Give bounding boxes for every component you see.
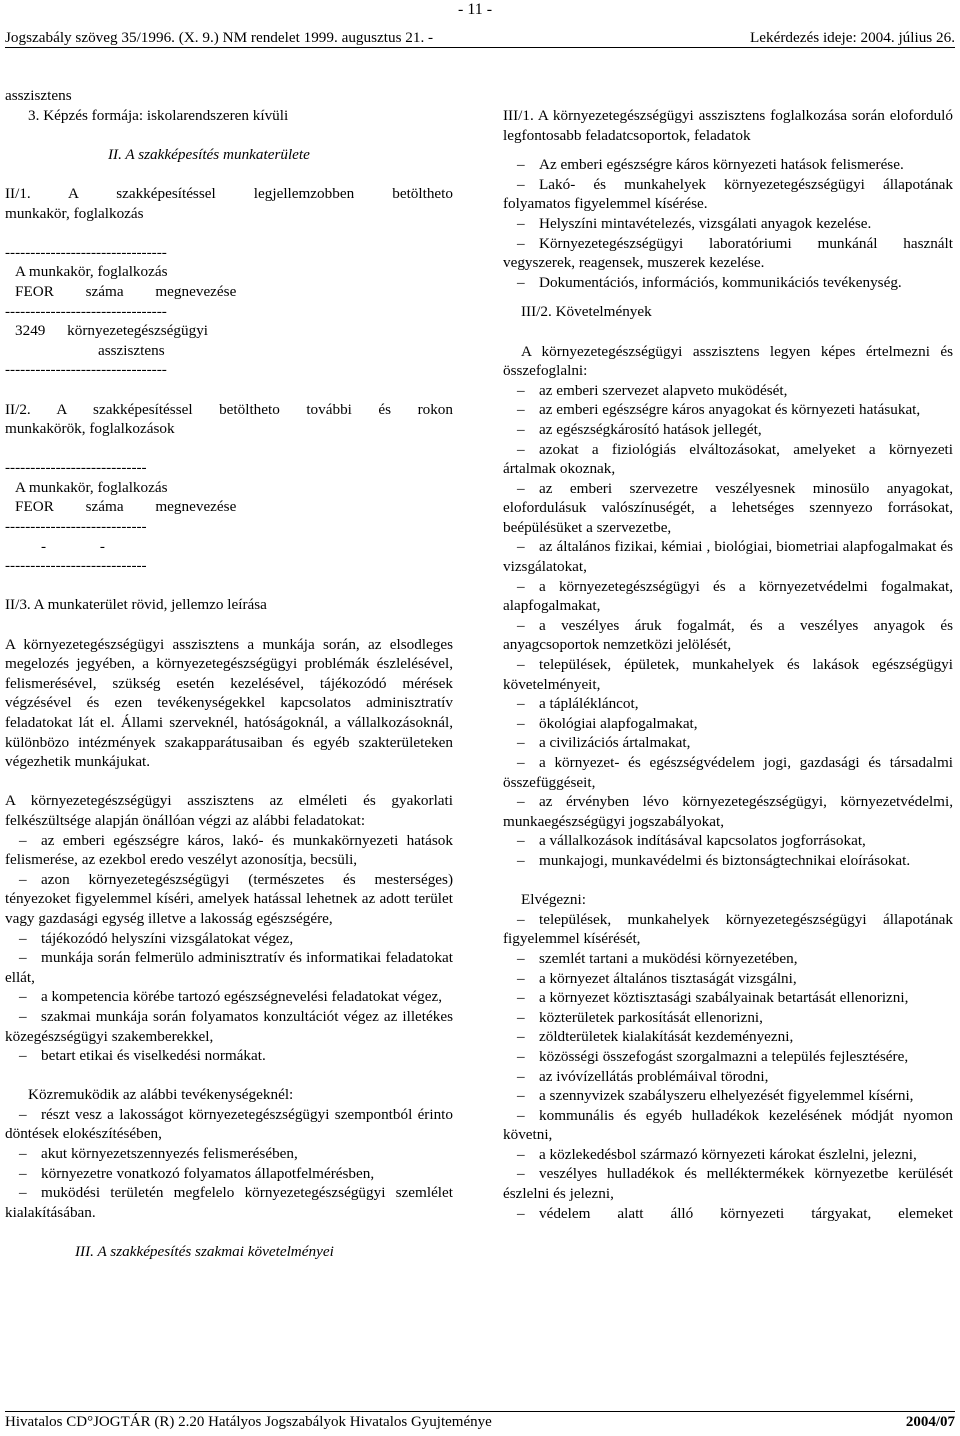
text-line: munkakör, foglalkozás [5,204,144,222]
list-item: – az ivóvízellátás problémáival törodni, [517,1067,769,1085]
page-number: - 11 - [458,1,493,18]
footer-edition: 2004/07 [905,1414,955,1430]
footer-divider [5,1411,955,1412]
paragraph: Közremuködik az alábbi tevékenységeknél: [28,1086,294,1104]
list-item: – munkajogi, munkavédelmi és biztonságtechnikai eloírásokat. [517,851,911,869]
section-heading: III. A szakképesítés szakmai követelményei [75,1243,334,1261]
table-rule: -------------------------------- [5,302,167,320]
list-item: – tájékozódó helyszíni vizsgálatokat végez, [19,929,294,947]
list-item: – a kompetencia körébe tartozó egészségnevelési feladatokat végez, [19,988,443,1006]
text-line: munkakörök, foglalkozások [5,420,175,438]
list-item: – akut környezetszennyezés felismerésében, [19,1145,298,1163]
table-header: A munkakör, foglalkozás [15,263,168,281]
list-item: – a környezetegészségügyi és a környezetvédelmi fogalmakat, alapfogalmakat, [503,577,953,615]
list-item: – az emberi szervezet alapveto muködését, [517,381,788,399]
list-item: – a környezet- és egészségvédelem jogi, gazdasági és társadalmi összefüggéseit, [503,754,953,791]
table-header: FEOR száma megnevezése [15,498,237,516]
table-rule: ---------------------------- [5,459,147,477]
table-cell: 3249 környezetegészségügyi [15,322,209,340]
footer-source: Hivatalos CD°JOGTÁR (R) 2.20 Hatályos Jogszabályok Hivatalos Gyujteménye [5,1414,492,1430]
text-line: II/2. A szakképesítéssel betöltheto további és rokon [5,400,453,418]
list-item: – betart etikai és viselkedési normákat. [19,1047,266,1065]
list-item: – védelem alatt álló környezeti tárgyakat, elemeket [517,1204,953,1222]
section-heading: III/2. Követelmények [521,303,652,321]
paragraph: A környezetegészségügyi asszisztens az elméleti és gyakorlati felkészültsége alapján önállóan végzi az alábbi feladatokat: [5,792,453,829]
table-rule: ---------------------------- [5,518,147,536]
list-item: – közterületek parkosítását ellenorizni, [517,1008,763,1026]
list-item: – az érvényben lévo környezetegészségügyi, környezetvédelmi, munkaegészségügyi jogszabályokat, [503,793,953,830]
table-rule: -------------------------------- [5,243,167,261]
list-item: – Dokumentációs, információs, kommunikációs tevékenység. [517,273,902,291]
list-item: – a veszélyes áruk fogalmát, és a veszélyes anyagok és anyagcsoportok nemzetközi jelölését, [503,616,953,654]
table-rule: -------------------------------- [5,361,167,379]
list-item: – részt vesz a lakosságot környezetegészségügyi szempontból érinto döntések elokészítésében, [5,1105,453,1143]
list-item: – szakmai munkája során folyamatos konzultációt végez az illetékes közegészségügyi szakemberekkel, [5,1007,453,1045]
header-divider [5,47,955,48]
text-line: II/1. A szakképesítéssel legjellemzobben betöltheto [5,184,453,202]
list-item: – Lakó- és munkahelyek környezetegészségügyi állapotának folyamatos figyelemmel kísérése. [503,175,953,213]
list-item: – a táplálékláncot, [517,695,639,713]
list-item: – ökológiai alapfogalmakat, [517,714,698,732]
list-item: – Az emberi egészségre káros környezeti hatások felismerése. [517,156,904,174]
list-item: – a környezet köztisztasági szabályainak betartását ellenorizni, [517,989,909,1007]
table-header: FEOR száma megnevezése [15,282,237,300]
list-item: – a közlekedésbol származó környezeti károkat észlelni, jelezni, [517,1145,917,1163]
list-item: – települések, épületek, munkahelyek és lakások egészségügyi követelményeit, [503,656,953,693]
header-source: Jogszabály szöveg 35/1996. (X. 9.) NM rendelet 1999. augusztus 21. - [5,29,434,46]
list-item: – települések, munkahelyek környezetegészségügyi állapotának figyelemmel kísérését, [503,910,953,948]
list-item: – környezetre vonatkozó folyamatos állapotfelmérésben, [19,1164,375,1182]
section-heading: II/3. A munkaterület rövid, jellemzo leírása [5,596,267,614]
table-header: A munkakör, foglalkozás [15,478,168,496]
list-item: – kommunális és egyéb hulladékok kezelésének módját nyomon követni, [503,1106,953,1144]
list-item: – a civilizációs ártalmakat, [517,734,691,752]
list-item: – az általános fizikai, kémiai , biológiai, biometriai alapfogalmakat és vizsgálatokat, [503,538,953,576]
list-item: – muködési területén megfelelo környezetegészségügyi szemlélet kialakításában. [5,1184,453,1221]
list-item: – azon környezetegészségügyi (természetes és mesterséges) tényezoket figyelemmel kíséri, amelyek hatással lehetnek az adott terület vagy gazdasági egység illetve a lakosság egészségére, [5,870,453,927]
list-item: – az emberi szervezetre veszélyesnek minosülo anyagokat, elofordulásuk valószínuségét, a lehetséges szennyezo forrásokat, beépülésüket a szervezetbe, [503,479,953,536]
header-query-date: Lekérdezés ideje: 2004. július 26. [750,29,955,46]
list-item: – a környezet általános tisztaságát vizsgálni, [517,969,797,987]
list-item: – Helyszíni mintavételezés, vizsgálati anyagok kezelése. [517,214,872,232]
right-column [503,106,953,1223]
list-item: – a szennyvizek szabályszeru elhelyezését figyelemmel kísérni, [517,1087,914,1105]
text-line: asszisztens [5,87,72,104]
list-item: – közösségi összefogást szorgalmazni a település fejlesztésére, [517,1047,909,1065]
list-item: – veszélyes hulladékok és melléktermékek környezetbe kerülését észlelni és jelezni, [503,1165,953,1203]
paragraph: A környezetegészségügyi asszisztens legyen képes értelmezni és összefoglalni: [503,342,953,380]
list-item: – Környezetegészségügyi laboratóriumi munkánál használt vegyszerek, reagensek, muszerek kezelése. [503,234,953,272]
list-item: – az egészségkárosító hatások jellegét, [517,420,762,438]
list-item: – a vállalkozások indításával kapcsolatos jogforrásokat, [517,832,866,850]
text-line: 3. Képzés formája: iskolarendszeren kívüli [28,106,289,124]
section-heading: II. A szakképesítés munkaterülete [108,145,310,163]
list-item: – munkája során felmerülo adminisztratív és informatikai feladatokat ellát, [5,949,453,986]
paragraph: A környezetegészségügyi asszisztens a munkája során, az elsodleges megelozés jegyében, a környezetegészségügyi problémák észlelésével, felismerésével, szükség esetén kezelésével, tájékozódó mérések végzésével és ezen tevékenységekkel kapcsolatos adminisztratív feladatokat lát el. Állami szerveknél, hatóságoknál, a vállalkozásoknál, különbözo intézmények szakapparátusaiban és egyéb szakterületeken végezhetik munkájukat. [5,635,453,771]
list-item: – zöldterületek kialakítását kezdeményezni, [517,1028,794,1046]
table-cell: asszisztens [98,341,165,359]
list-item: – az emberi egészségre káros, lakó- és munkakörnyezeti hatások felismerése, az ezekbol eredo veszélyt azonosítja, becsüli, [5,831,453,869]
table-cell: - - [41,537,105,555]
table-rule: ---------------------------- [5,557,147,575]
list-item: – azokat a fiziológiás elváltozásokat, amelyeket a környezeti ártalmak okoznak, [503,440,953,478]
section-heading: Elvégezni: [521,891,586,909]
left-column [5,86,453,1262]
section-heading: III/1. A környezetegészségügyi asszisztens foglalkozása során eloforduló legfontosabb feladatcsoportok, feladatok [503,107,953,144]
list-item: – szemlét tartani a muködési környezetében, [517,949,798,967]
list-item: – az emberi egészségre káros anyagokat és környezeti hatásukat, [517,401,921,419]
